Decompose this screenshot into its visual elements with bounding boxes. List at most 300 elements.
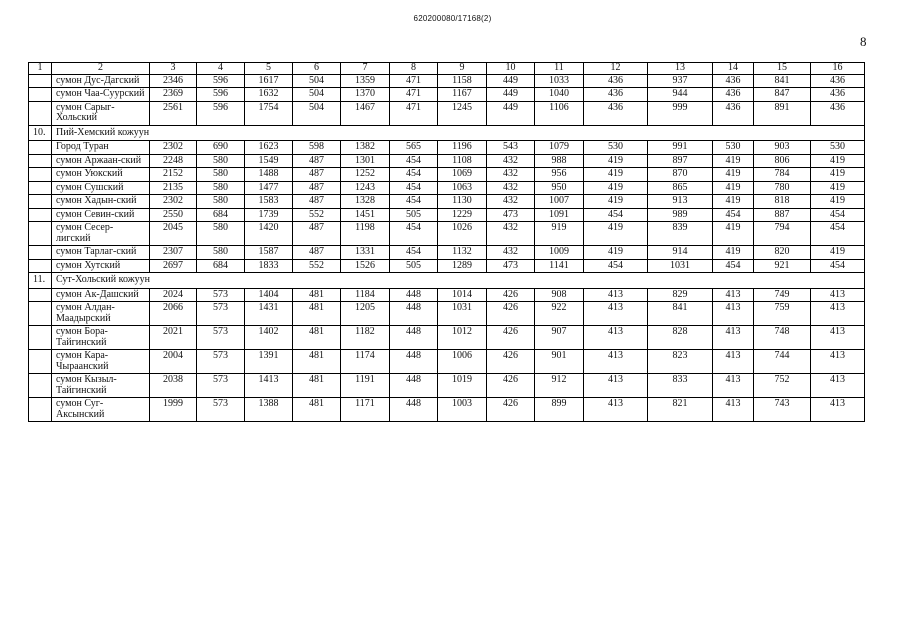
value-cell: 419	[811, 168, 865, 182]
value-cell: 1106	[535, 101, 584, 125]
value-cell: 806	[754, 154, 811, 168]
value-cell: 1091	[535, 208, 584, 222]
value-cell: 481	[293, 374, 341, 398]
value-cell: 487	[293, 154, 341, 168]
table-row	[29, 88, 865, 102]
value-cell: 2561	[150, 101, 197, 125]
value-cell: 1301	[341, 154, 390, 168]
value-cell: 419	[713, 246, 754, 260]
value-cell: 1488	[245, 168, 293, 182]
value-cell: 436	[584, 101, 648, 125]
value-cell: 1019	[438, 374, 487, 398]
value-cell: 1289	[438, 259, 487, 273]
value-cell: 1174	[341, 350, 390, 374]
value-cell: 436	[713, 88, 754, 102]
value-cell: 794	[754, 222, 811, 246]
value-cell: 596	[197, 88, 245, 102]
column-header: 16	[811, 63, 865, 75]
column-header: 4	[197, 63, 245, 75]
value-cell: 580	[197, 195, 245, 209]
column-header: 6	[293, 63, 341, 75]
row-number-cell	[29, 154, 52, 168]
value-cell: 1252	[341, 168, 390, 182]
value-cell: 596	[197, 74, 245, 88]
value-cell: 1009	[535, 246, 584, 260]
value-cell: 454	[390, 195, 438, 209]
rates-table	[28, 62, 865, 422]
column-header: 13	[648, 63, 713, 75]
value-cell: 413	[713, 302, 754, 326]
value-cell: 419	[811, 181, 865, 195]
value-cell: 454	[584, 259, 648, 273]
value-cell: 1451	[341, 208, 390, 222]
value-cell: 1130	[438, 195, 487, 209]
settlement-name: сумон Хадын-ский	[52, 195, 150, 209]
value-cell: 454	[713, 259, 754, 273]
settlement-name: сумон Сарыг-Хольский	[52, 101, 150, 125]
value-cell: 580	[197, 181, 245, 195]
settlement-name: сумон Аржаан-ский	[52, 154, 150, 168]
value-cell: 2346	[150, 74, 197, 88]
value-cell: 1031	[648, 259, 713, 273]
value-cell: 413	[811, 288, 865, 302]
value-cell: 1245	[438, 101, 487, 125]
value-cell: 950	[535, 181, 584, 195]
value-cell: 1141	[535, 259, 584, 273]
value-cell: 2024	[150, 288, 197, 302]
value-cell: 690	[197, 141, 245, 155]
value-cell: 897	[648, 154, 713, 168]
value-cell: 1382	[341, 141, 390, 155]
value-cell: 1198	[341, 222, 390, 246]
value-cell: 1012	[438, 326, 487, 350]
value-cell: 505	[390, 259, 438, 273]
value-cell: 454	[390, 154, 438, 168]
value-cell: 1754	[245, 101, 293, 125]
value-cell: 2135	[150, 181, 197, 195]
settlement-name: сумон Чаа-Суурский	[52, 88, 150, 102]
value-cell: 841	[754, 74, 811, 88]
value-cell: 833	[648, 374, 713, 398]
value-cell: 989	[648, 208, 713, 222]
row-number-cell	[29, 302, 52, 326]
value-cell: 2697	[150, 259, 197, 273]
value-cell: 432	[487, 246, 535, 260]
column-header: 1	[29, 63, 52, 75]
value-cell: 580	[197, 222, 245, 246]
value-cell: 413	[713, 350, 754, 374]
value-cell: 1069	[438, 168, 487, 182]
settlement-name: сумон Бора-Тайгинский	[52, 326, 150, 350]
value-cell: 436	[811, 88, 865, 102]
value-cell: 1467	[341, 101, 390, 125]
value-cell: 870	[648, 168, 713, 182]
value-cell: 956	[535, 168, 584, 182]
table-row	[29, 208, 865, 222]
value-cell: 752	[754, 374, 811, 398]
value-cell: 449	[487, 88, 535, 102]
value-cell: 504	[293, 74, 341, 88]
value-cell: 912	[535, 374, 584, 398]
value-cell: 413	[713, 374, 754, 398]
value-cell: 1617	[245, 74, 293, 88]
column-header: 14	[713, 63, 754, 75]
settlement-name: сумон Дус-Дагский	[52, 74, 150, 88]
row-number-cell	[29, 259, 52, 273]
section-number: 11.	[29, 273, 52, 289]
value-cell: 530	[584, 141, 648, 155]
value-cell: 907	[535, 326, 584, 350]
value-cell: 2045	[150, 222, 197, 246]
value-cell: 436	[584, 74, 648, 88]
value-cell: 1158	[438, 74, 487, 88]
value-cell: 780	[754, 181, 811, 195]
value-cell: 991	[648, 141, 713, 155]
value-cell: 413	[713, 398, 754, 422]
value-cell: 1191	[341, 374, 390, 398]
value-cell: 454	[390, 246, 438, 260]
row-number-cell	[29, 195, 52, 209]
settlement-name: сумон Сесер-лигский	[52, 222, 150, 246]
value-cell: 419	[713, 168, 754, 182]
value-cell: 2369	[150, 88, 197, 102]
value-cell: 413	[584, 350, 648, 374]
value-cell: 839	[648, 222, 713, 246]
value-cell: 436	[584, 88, 648, 102]
value-cell: 1006	[438, 350, 487, 374]
value-cell: 436	[713, 74, 754, 88]
value-cell: 2038	[150, 374, 197, 398]
value-cell: 426	[487, 374, 535, 398]
value-cell: 419	[584, 154, 648, 168]
value-cell: 487	[293, 168, 341, 182]
settlement-name: Город Туран	[52, 141, 150, 155]
value-cell: 481	[293, 398, 341, 422]
section-title: Пий-Хемский кожуун	[52, 125, 865, 141]
value-cell: 413	[713, 326, 754, 350]
value-cell: 841	[648, 302, 713, 326]
value-cell: 419	[713, 181, 754, 195]
value-cell: 454	[811, 222, 865, 246]
value-cell: 454	[811, 208, 865, 222]
value-cell: 419	[811, 154, 865, 168]
value-cell: 901	[535, 350, 584, 374]
value-cell: 413	[584, 374, 648, 398]
value-cell: 419	[584, 168, 648, 182]
value-cell: 449	[487, 101, 535, 125]
value-cell: 1167	[438, 88, 487, 102]
column-header: 2	[52, 63, 150, 75]
table-row	[29, 302, 865, 326]
value-cell: 2004	[150, 350, 197, 374]
value-cell: 1632	[245, 88, 293, 102]
value-cell: 865	[648, 181, 713, 195]
value-cell: 448	[390, 288, 438, 302]
value-cell: 988	[535, 154, 584, 168]
value-cell: 743	[754, 398, 811, 422]
settlement-name: сумон Кызыл-Тайгинский	[52, 374, 150, 398]
row-number-cell	[29, 208, 52, 222]
value-cell: 1549	[245, 154, 293, 168]
column-header: 11	[535, 63, 584, 75]
value-cell: 426	[487, 302, 535, 326]
settlement-name: сумон Сушский	[52, 181, 150, 195]
value-cell: 919	[535, 222, 584, 246]
column-header: 15	[754, 63, 811, 75]
table-row	[29, 222, 865, 246]
value-cell: 471	[390, 88, 438, 102]
value-cell: 573	[197, 350, 245, 374]
row-number-cell	[29, 374, 52, 398]
settlement-name: сумон Севин-ский	[52, 208, 150, 222]
value-cell: 552	[293, 259, 341, 273]
value-cell: 471	[390, 101, 438, 125]
value-cell: 505	[390, 208, 438, 222]
document-id: 620200080/17168(2)	[413, 14, 492, 23]
value-cell: 448	[390, 326, 438, 350]
value-cell: 903	[754, 141, 811, 155]
value-cell: 543	[487, 141, 535, 155]
value-cell: 448	[390, 374, 438, 398]
value-cell: 1108	[438, 154, 487, 168]
value-cell: 481	[293, 288, 341, 302]
value-cell: 1477	[245, 181, 293, 195]
value-cell: 1229	[438, 208, 487, 222]
value-cell: 2307	[150, 246, 197, 260]
value-cell: 908	[535, 288, 584, 302]
value-cell: 580	[197, 246, 245, 260]
value-cell: 432	[487, 181, 535, 195]
table-row	[29, 246, 865, 260]
value-cell: 448	[390, 302, 438, 326]
value-cell: 1404	[245, 288, 293, 302]
value-cell: 1431	[245, 302, 293, 326]
value-cell: 473	[487, 208, 535, 222]
value-cell: 419	[584, 246, 648, 260]
value-cell: 598	[293, 141, 341, 155]
section-title: Сут-Хольский кожуун	[52, 273, 865, 289]
value-cell: 1526	[341, 259, 390, 273]
value-cell: 820	[754, 246, 811, 260]
value-cell: 573	[197, 398, 245, 422]
value-cell: 573	[197, 326, 245, 350]
value-cell: 530	[713, 141, 754, 155]
value-cell: 748	[754, 326, 811, 350]
value-cell: 432	[487, 154, 535, 168]
section-number: 10.	[29, 125, 52, 141]
row-number-cell	[29, 168, 52, 182]
value-cell: 413	[811, 302, 865, 326]
row-number-cell	[29, 398, 52, 422]
value-cell: 565	[390, 141, 438, 155]
settlement-name: сумон Ак-Дашский	[52, 288, 150, 302]
value-cell: 847	[754, 88, 811, 102]
row-number-cell	[29, 222, 52, 246]
value-cell: 1583	[245, 195, 293, 209]
value-cell: 573	[197, 302, 245, 326]
value-cell: 530	[811, 141, 865, 155]
settlement-name: сумон Алдан-Маадырский	[52, 302, 150, 326]
value-cell: 419	[713, 195, 754, 209]
value-cell: 1833	[245, 259, 293, 273]
value-cell: 504	[293, 88, 341, 102]
column-header: 5	[245, 63, 293, 75]
column-number-row	[29, 63, 865, 75]
row-number-cell	[29, 288, 52, 302]
value-cell: 552	[293, 208, 341, 222]
value-cell: 1171	[341, 398, 390, 422]
table-row	[29, 350, 865, 374]
table-row	[29, 181, 865, 195]
value-cell: 1623	[245, 141, 293, 155]
value-cell: 419	[811, 195, 865, 209]
value-cell: 1033	[535, 74, 584, 88]
value-cell: 413	[584, 288, 648, 302]
value-cell: 887	[754, 208, 811, 222]
value-cell: 937	[648, 74, 713, 88]
value-cell: 487	[293, 195, 341, 209]
row-number-cell	[29, 246, 52, 260]
value-cell: 1014	[438, 288, 487, 302]
table-row	[29, 154, 865, 168]
value-cell: 419	[713, 222, 754, 246]
row-number-cell	[29, 350, 52, 374]
value-cell: 744	[754, 350, 811, 374]
row-number-cell	[29, 101, 52, 125]
value-cell: 2152	[150, 168, 197, 182]
value-cell: 413	[584, 398, 648, 422]
value-cell: 759	[754, 302, 811, 326]
column-header: 7	[341, 63, 390, 75]
value-cell: 419	[584, 222, 648, 246]
value-cell: 1184	[341, 288, 390, 302]
value-cell: 487	[293, 246, 341, 260]
value-cell: 1999	[150, 398, 197, 422]
value-cell: 1003	[438, 398, 487, 422]
value-cell: 426	[487, 350, 535, 374]
value-cell: 487	[293, 181, 341, 195]
value-cell: 922	[535, 302, 584, 326]
value-cell: 504	[293, 101, 341, 125]
value-cell: 487	[293, 222, 341, 246]
column-header: 3	[150, 63, 197, 75]
value-cell: 1413	[245, 374, 293, 398]
value-cell: 999	[648, 101, 713, 125]
value-cell: 821	[648, 398, 713, 422]
value-cell: 471	[390, 74, 438, 88]
column-header: 8	[390, 63, 438, 75]
value-cell: 1391	[245, 350, 293, 374]
value-cell: 818	[754, 195, 811, 209]
value-cell: 2248	[150, 154, 197, 168]
value-cell: 1420	[245, 222, 293, 246]
value-cell: 432	[487, 195, 535, 209]
value-cell: 432	[487, 168, 535, 182]
value-cell: 1132	[438, 246, 487, 260]
value-cell: 436	[811, 74, 865, 88]
settlement-name: сумон Кара-Чыраанский	[52, 350, 150, 374]
value-cell: 449	[487, 74, 535, 88]
value-cell: 596	[197, 101, 245, 125]
table-row	[29, 74, 865, 88]
settlement-name: сумон Уюкский	[52, 168, 150, 182]
value-cell: 1587	[245, 246, 293, 260]
value-cell: 913	[648, 195, 713, 209]
value-cell: 1402	[245, 326, 293, 350]
value-cell: 573	[197, 374, 245, 398]
value-cell: 1063	[438, 181, 487, 195]
value-cell: 419	[713, 154, 754, 168]
table-row	[29, 101, 865, 125]
value-cell: 454	[390, 181, 438, 195]
value-cell: 413	[811, 326, 865, 350]
column-header: 12	[584, 63, 648, 75]
table-row	[29, 398, 865, 422]
value-cell: 419	[811, 246, 865, 260]
settlement-name: сумон Тарлаг-ский	[52, 246, 150, 260]
value-cell: 1182	[341, 326, 390, 350]
value-cell: 1370	[341, 88, 390, 102]
value-cell: 580	[197, 154, 245, 168]
value-cell: 684	[197, 259, 245, 273]
value-cell: 1079	[535, 141, 584, 155]
value-cell: 1040	[535, 88, 584, 102]
value-cell: 823	[648, 350, 713, 374]
value-cell: 1331	[341, 246, 390, 260]
value-cell: 2021	[150, 326, 197, 350]
value-cell: 573	[197, 288, 245, 302]
value-cell: 448	[390, 398, 438, 422]
value-cell: 481	[293, 350, 341, 374]
row-number-cell	[29, 181, 52, 195]
row-number-cell	[29, 141, 52, 155]
value-cell: 899	[535, 398, 584, 422]
value-cell: 1359	[341, 74, 390, 88]
value-cell: 481	[293, 326, 341, 350]
settlement-name: сумон Суг-Аксынский	[52, 398, 150, 422]
value-cell: 828	[648, 326, 713, 350]
value-cell: 914	[648, 246, 713, 260]
value-cell: 1007	[535, 195, 584, 209]
value-cell: 413	[811, 350, 865, 374]
value-cell: 1739	[245, 208, 293, 222]
value-cell: 454	[390, 168, 438, 182]
value-cell: 1243	[341, 181, 390, 195]
value-cell: 921	[754, 259, 811, 273]
value-cell: 426	[487, 326, 535, 350]
value-cell: 473	[487, 259, 535, 273]
value-cell: 426	[487, 398, 535, 422]
settlement-name: сумон Хутский	[52, 259, 150, 273]
value-cell: 436	[811, 101, 865, 125]
table-row	[29, 288, 865, 302]
value-cell: 580	[197, 168, 245, 182]
value-cell: 684	[197, 208, 245, 222]
value-cell: 448	[390, 350, 438, 374]
value-cell: 436	[713, 101, 754, 125]
table-body	[29, 74, 865, 422]
value-cell: 454	[713, 208, 754, 222]
value-cell: 432	[487, 222, 535, 246]
section-row	[29, 125, 865, 141]
column-header: 9	[438, 63, 487, 75]
page-number: 8	[860, 34, 867, 49]
section-row	[29, 273, 865, 289]
value-cell: 749	[754, 288, 811, 302]
value-cell: 1026	[438, 222, 487, 246]
value-cell: 1196	[438, 141, 487, 155]
column-header: 10	[487, 63, 535, 75]
